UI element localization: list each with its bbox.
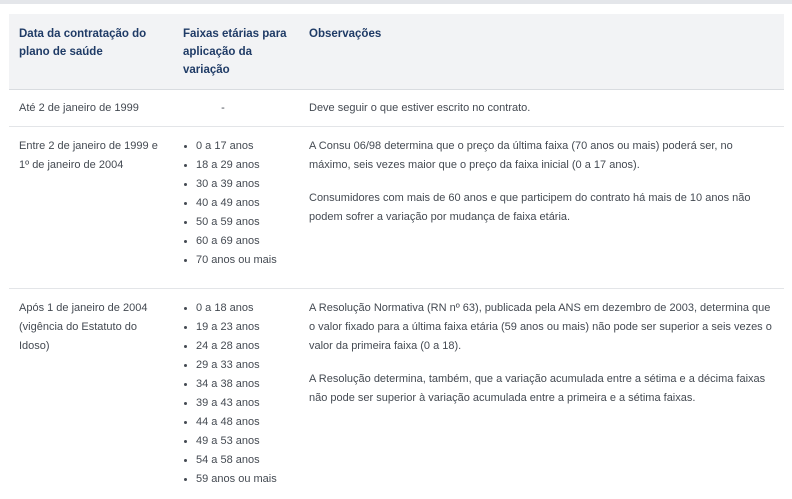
list-item: • 60 a 69 anos (196, 232, 289, 251)
observation-text: A Consu 06/98 determina que o preço da última faixa (70 anos ou mais) poderá ser, no máximo, seis vezes maior que o preço da faixa inicial (0 a 17 anos). (309, 137, 774, 175)
observation-text: Consumidores com mais de 60 anos e que participem do contrato há mais de 10 anos não podem sofrer a variação por mudança de faixa etária. (309, 189, 774, 227)
list-item: • 54 a 58 anos (196, 451, 289, 470)
age-ranges-cell (173, 289, 299, 499)
age-range-table (9, 14, 784, 499)
list-item: • 59 anos ou mais (196, 470, 289, 489)
list-item: • 24 a 28 anos (196, 337, 289, 356)
list-item: • 19 a 23 anos (196, 318, 289, 337)
observations-cell (299, 289, 784, 499)
header-age-ranges: Faixas etárias para aplicação da variação (173, 14, 299, 90)
header-observations: Observações (299, 14, 784, 90)
list-item: • 44 a 48 anos (196, 413, 289, 432)
observation-text: A Resolução Normativa (RN nº 63), publicada pela ANS em dezembro de 2003, determina que o valor fixado para a última faixa etária (59 anos ou mais) não pode ser superior a seis vezes o valor da primeira faixa (0 a 18). (309, 299, 774, 356)
contract-date-cell: Após 1 de janeiro de 2004 (vigência do Estatuto do Idoso) (9, 289, 173, 499)
header-contract-date: Data da contratação do plano de saúde (9, 14, 173, 90)
age-range-list (183, 137, 289, 270)
list-item: • 49 a 53 anos (196, 432, 289, 451)
table-row (9, 127, 784, 289)
list-item: • 29 a 33 anos (196, 356, 289, 375)
age-ranges-cell: - (173, 90, 299, 127)
age-range-list (183, 299, 289, 489)
top-divider (0, 0, 792, 4)
table-header (9, 14, 784, 90)
age-ranges-cell (173, 127, 299, 289)
contract-date-cell: Entre 2 de janeiro de 1999 e 1º de janeiro de 2004 (9, 127, 173, 289)
list-item: • 39 a 43 anos (196, 394, 289, 413)
list-item: • 0 a 18 anos (196, 299, 289, 318)
observations-cell (299, 127, 784, 289)
list-item: • 18 a 29 anos (196, 156, 289, 175)
observation-text: Deve seguir o que estiver escrito no contrato. (309, 99, 774, 118)
observation-text: A Resolução determina, também, que a variação acumulada entre a sétima e a décima faixas não pode ser superior à variação acumulada entre a primeira e a sétima faixas. (309, 370, 774, 408)
list-item: • 50 a 59 anos (196, 213, 289, 232)
list-item: • 30 a 39 anos (196, 175, 289, 194)
table-row (9, 289, 784, 499)
list-item: • 0 a 17 anos (196, 137, 289, 156)
contract-date-cell: Até 2 de janeiro de 1999 (9, 90, 173, 127)
header-row (9, 14, 784, 90)
observations-cell (299, 90, 784, 127)
list-item: • 40 a 49 anos (196, 194, 289, 213)
list-item: • 70 anos ou mais (196, 251, 289, 270)
list-item: • 34 a 38 anos (196, 375, 289, 394)
table-row (9, 90, 784, 127)
